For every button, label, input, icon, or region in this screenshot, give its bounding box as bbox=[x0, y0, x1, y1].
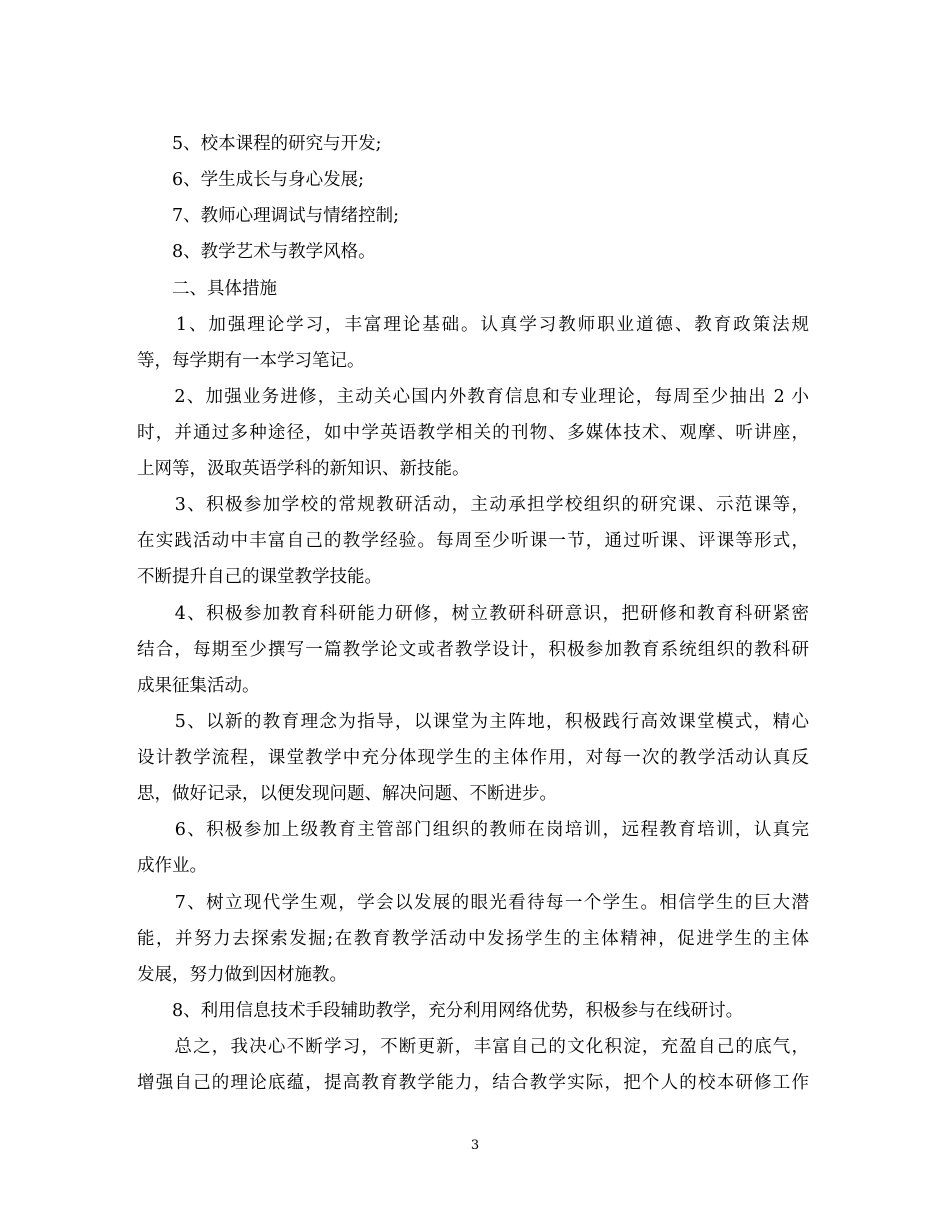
text-line: 设计教学流程，课堂教学中充分体现学生的主体作用，对每一次的教学活动认真反 bbox=[137, 748, 809, 768]
text-line: 等，每学期有一本学习笔记。 bbox=[137, 351, 365, 371]
text-line: 上网等，汲取英语学科的新知识、新技能。 bbox=[137, 459, 470, 479]
text-line: 增强自己的理论底蕴，提高教育教学能力，结合教学实际，把个人的校本研修工作 bbox=[137, 1073, 809, 1093]
text-line: 思，做好记录，以便发现问题、解决问题、不断进步。 bbox=[137, 784, 557, 804]
text-line: 8、教学艺术与教学风格。 bbox=[137, 242, 376, 262]
text-line: 8、利用信息技术手段辅助教学，充分利用网络优势，积极参与在线研讨。 bbox=[137, 1001, 744, 1021]
text-line: 6、学生成长与身心发展; bbox=[137, 170, 365, 190]
text-line: 在实践活动中丰富自己的教学经验。每周至少听课一节，通过听课、评课等形式， bbox=[137, 531, 809, 551]
text-line: 发展，努力做到因材施教。 bbox=[137, 965, 347, 985]
text-line: 不断提升自己的课堂教学技能。 bbox=[137, 567, 382, 587]
text-line: 5、校本课程的研究与开发; bbox=[137, 134, 382, 154]
text-line: 结合，每期至少撰写一篇教学论文或者教学设计，积极参加教育系统组织的教科研 bbox=[137, 640, 809, 660]
text-line: 3、积极参加学校的常规教研活动，主动承担学校组织的研究课、示范课等， bbox=[137, 495, 809, 515]
text-line: 时，并通过多种途径，如中学英语教学相关的刊物、多媒体技术、观摩、听讲座， bbox=[137, 423, 809, 443]
text-line: 7、教师心理调试与情绪控制; bbox=[137, 206, 400, 226]
text-line: 成作业。 bbox=[137, 856, 207, 876]
text-line: 成果征集活动。 bbox=[137, 676, 260, 696]
page-number: 3 bbox=[470, 1138, 480, 1153]
text-line: 2、加强业务进修，主动关心国内外教育信息和专业理论，每周至少抽出 2 小 bbox=[137, 387, 809, 407]
text-line: 4、积极参加教育科研能力研修，树立教研科研意识，把研修和教育科研紧密 bbox=[137, 604, 809, 624]
text-line: 能，并努力去探索发掘;在教育教学活动中发扬学生的主体精神，促进学生的主体 bbox=[137, 929, 809, 949]
text-line: 6、积极参加上级教育主管部门组织的教师在岗培训，远程教育培训，认真完 bbox=[137, 820, 809, 840]
section-heading: 二、具体措施 bbox=[137, 279, 277, 299]
text-line: 5、以新的教育理念为指导，以课堂为主阵地，积极践行高效课堂模式，精心 bbox=[137, 712, 809, 732]
text-line: 1、加强理论学习，丰富理论基础。认真学习教师职业道德、教育政策法规 bbox=[137, 315, 809, 335]
text-line: 总之，我决心不断学习，不断更新，丰富自己的文化积淀，充盈自己的底气， bbox=[137, 1037, 809, 1057]
text-line: 7、树立现代学生观，学会以发展的眼光看待每一个学生。相信学生的巨大潜 bbox=[137, 893, 809, 913]
